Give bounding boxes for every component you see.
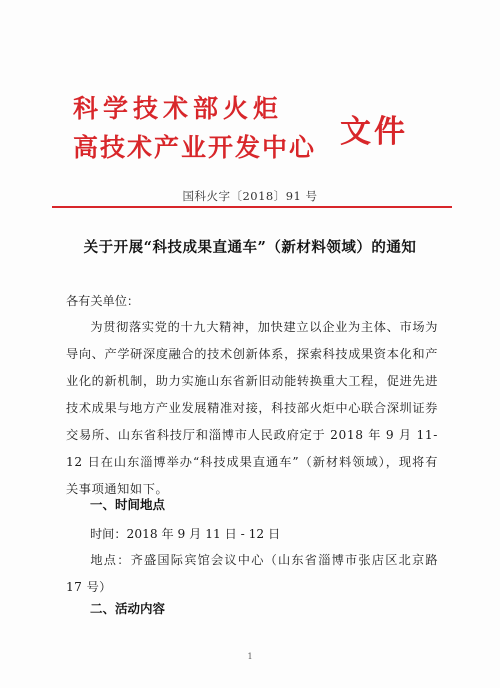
section-heading-activities: 二、活动内容 (90, 601, 166, 616)
page-number: 1 (247, 652, 253, 661)
header-document-label: 文件 (340, 114, 408, 150)
section-heading-time-location: 一、时间地点 (90, 497, 166, 512)
header-red-rule (52, 206, 452, 208)
event-location: 地点：齐盛国际宾馆会议中心（山东省淄博市张店区北京路 17 号） (66, 553, 438, 594)
document-number: 国科火字〔2018〕91 号 (182, 189, 318, 203)
event-time: 时间：2018 年 9 月 11 日 - 12 日 (90, 527, 281, 541)
salutation: 各有关单位： (66, 294, 140, 308)
header-issuer-line-2: 高技术产业开发中心 (73, 133, 317, 162)
header-issuer-line-1: 科学技术部火炬 (73, 94, 284, 123)
body-paragraph: 为贯彻落实党的十九大精神，加快建立以企业为主体、市场为导向、产学研深度融合的技术创新体系，探索科技成果资本化和产业化的新机制，助力实施山东省新旧动能转换重大工程，促进先进技术成果与地方产业发展精准对接，科技部火炬中心联合深圳证券交易所、山东省科技厅和淄博市人民政府定于 2018 年 9 月 11-12 日在山东淄博举办“科技成果直通车”（新材料领域），现将有关事项通知如下。 (66, 320, 438, 496)
document-title: 关于开展“科技成果直通车”（新材料领域）的通知 (83, 239, 417, 256)
